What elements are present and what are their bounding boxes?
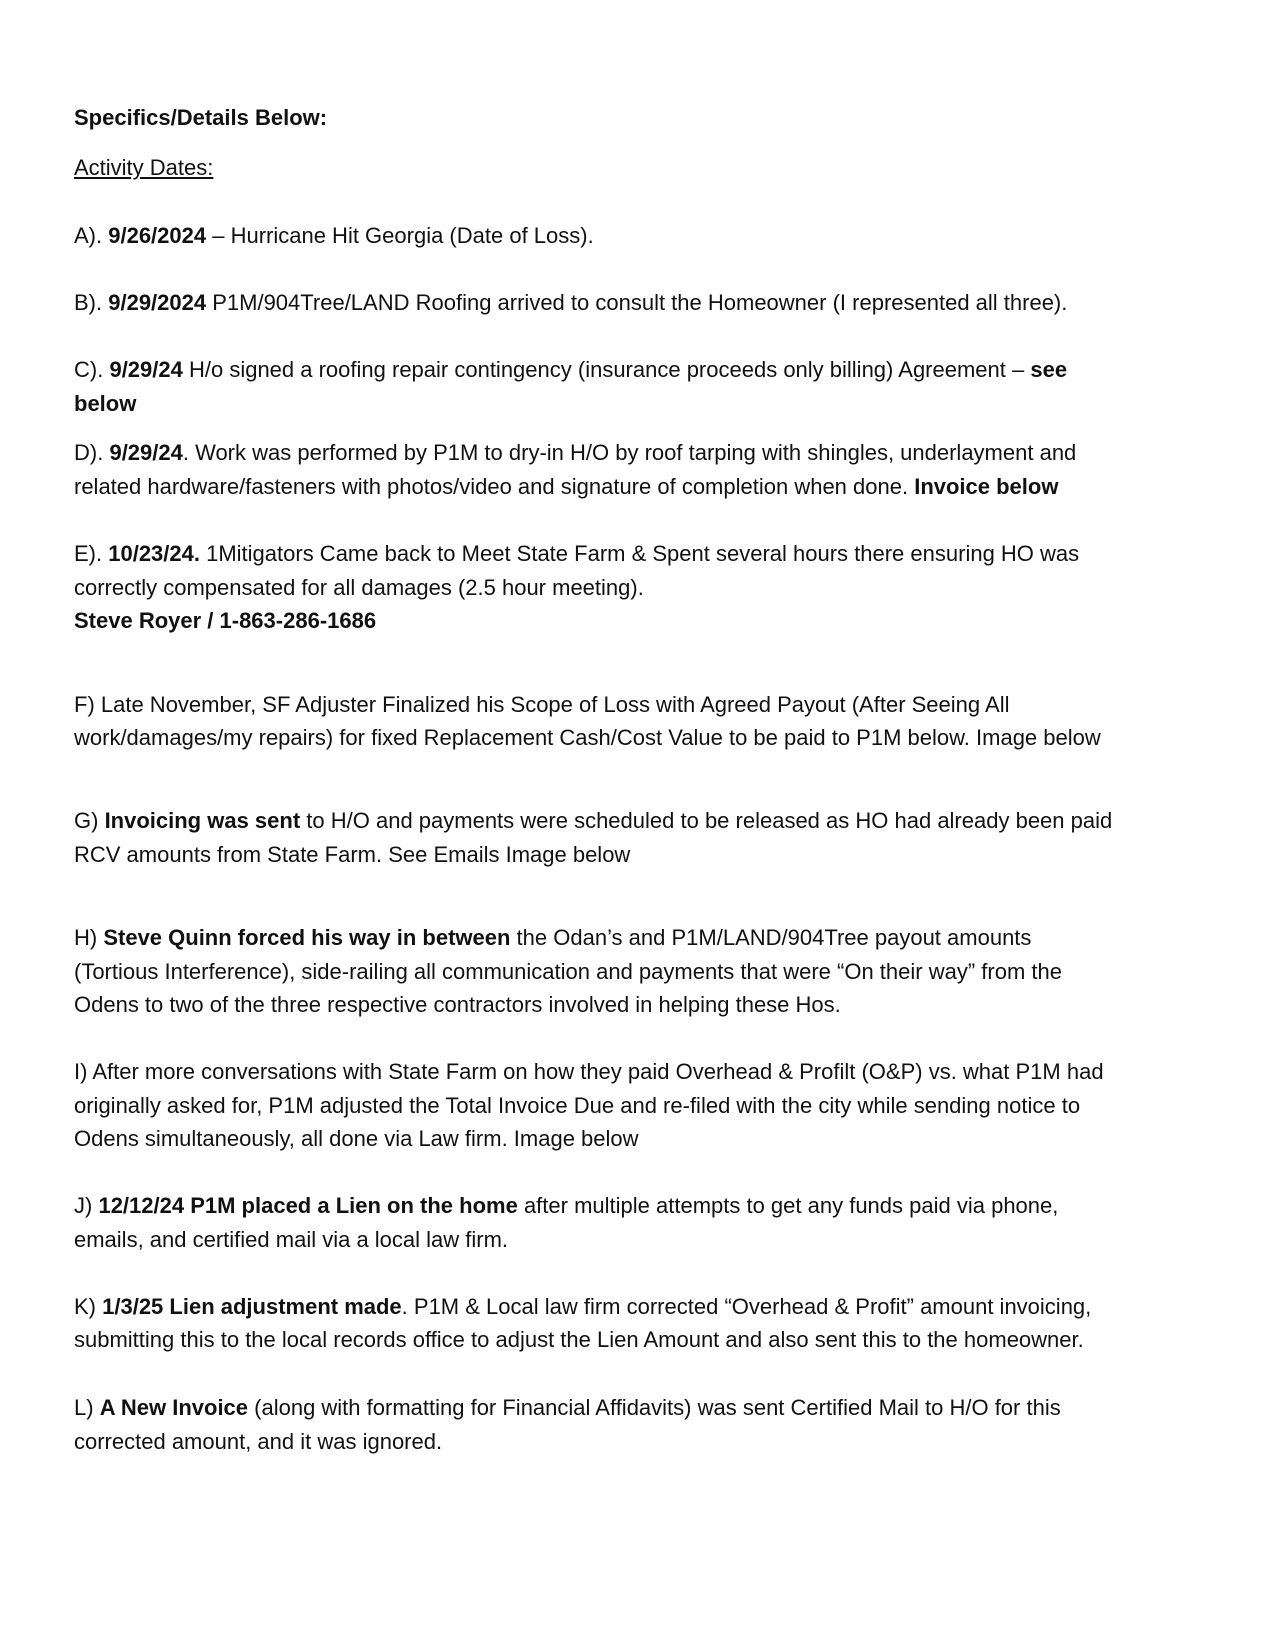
entry-k-line1 <box>74 1293 1091 1321</box>
entry-h-line2: (Tortious Interference), side-railing all communication and payments that were “On their way” from the <box>74 959 1062 984</box>
entry-g-line1 <box>74 807 1112 835</box>
activity-dates-subheading: Activity Dates: <box>74 155 214 180</box>
entry-j-bold: 12/12/24 P1M placed a Lien on the home <box>98 1193 518 1218</box>
entry-g-bold: Invoicing was sent <box>104 808 301 833</box>
entry-l-text1: (along with formatting for Financial Affidavits) was sent Certified Mail to H/O for this <box>248 1395 1061 1420</box>
entry-d-line2 <box>74 473 1058 501</box>
entry-b-date: 9/29/2024 <box>108 290 207 315</box>
entry-d-line1 <box>74 439 1076 467</box>
entry-e-line2: correctly compensated for all damages (2.5 hour meeting). <box>74 575 644 600</box>
entry-d-date: 9/29/24 <box>109 440 183 465</box>
entry-d-text1: . Work was performed by P1M to dry-in H/O by roof tarping with shingles, underlayment and <box>182 440 1077 465</box>
entry-j-text1: after multiple attempts to get any funds paid via phone, <box>517 1193 1059 1218</box>
entry-j-prefix: J) <box>74 1193 99 1218</box>
entry-l-bold: A New Invoice <box>99 1395 249 1420</box>
entry-c-below: below <box>74 391 137 416</box>
entry-c-date: 9/29/24 <box>109 357 183 382</box>
entry-g-text1: to H/O and payments were scheduled to be released as HO had already been paid <box>300 808 1113 833</box>
entry-a-text: – Hurricane Hit Georgia (Date of Loss). <box>206 223 594 248</box>
entry-i-line1: I) After more conversations with State Farm on how they paid Overhead & Profilt (O&P) vs. what P1M had <box>74 1059 1104 1084</box>
entry-l-prefix: L) <box>74 1395 100 1420</box>
entry-d-text2: related hardware/fasteners with photos/video and signature of completion when done. <box>74 474 915 499</box>
entry-f-line1: F) Late November, SF Adjuster Finalized his Scope of Loss with Agreed Payout (After Seeing All <box>74 692 1010 717</box>
entry-e-line1 <box>74 540 1079 568</box>
entry-k-text1: . P1M & Local law firm corrected “Overhead & Profit” amount invoicing, <box>401 1294 1092 1319</box>
entry-h-text1: the Odan’s and P1M/LAND/904Tree payout amounts <box>510 925 1032 950</box>
entry-d-prefix: D). <box>74 440 110 465</box>
entry-e-contact: Steve Royer / 1-863-286-1686 <box>74 608 377 633</box>
entry-a-prefix: A). <box>74 223 109 248</box>
entry-i-line3: Odens simultaneously, all done via Law firm. Image below <box>74 1126 639 1151</box>
entry-h-bold: Steve Quinn forced his way in between <box>103 925 511 950</box>
entry-h-prefix: H) <box>74 925 104 950</box>
entry-a <box>74 222 594 250</box>
entry-c-see: see <box>1030 357 1068 382</box>
entry-j-line2: emails, and certified mail via a local law firm. <box>74 1227 509 1252</box>
entry-l-line1 <box>74 1394 1061 1422</box>
entry-e-prefix: E). <box>74 541 109 566</box>
entry-b-text: P1M/904Tree/LAND Roofing arrived to consult the Homeowner (I represented all three). <box>206 290 1068 315</box>
entry-h-line3: Odens to two of the three respective contractors involved in helping these Hos. <box>74 992 841 1017</box>
section-heading: Specifics/Details Below: <box>74 105 328 130</box>
entry-f-line2: work/damages/my repairs) for fixed Replacement Cash/Cost Value to be paid to P1M below. Image below <box>74 725 1101 750</box>
entry-b <box>74 289 1067 317</box>
entry-k-bold: 1/3/25 Lien adjustment made <box>102 1294 402 1319</box>
entry-a-date: 9/26/2024 <box>108 223 207 248</box>
entry-b-prefix: B). <box>74 290 109 315</box>
entry-d-invoice-below: Invoice below <box>914 474 1059 499</box>
entry-h-line1 <box>74 924 1031 952</box>
entry-c <box>74 356 1067 384</box>
entry-k-line2: submitting this to the local records office to adjust the Lien Amount and also sent this to the homeowner. <box>74 1327 1084 1352</box>
entry-g-prefix: G) <box>74 808 105 833</box>
entry-k-prefix: K) <box>74 1294 103 1319</box>
entry-e-text1: 1Mitigators Came back to Meet State Farm & Spent several hours there ensuring HO was <box>199 541 1080 566</box>
entry-l-line2: corrected amount, and it was ignored. <box>74 1429 443 1454</box>
entry-i-line2: originally asked for, P1M adjusted the Total Invoice Due and re-filed with the city while sending notice to <box>74 1093 1081 1118</box>
entry-c-text: H/o signed a roofing repair contingency (insurance proceeds only billing) Agreement – <box>182 357 1031 382</box>
entry-c-prefix: C). <box>74 357 110 382</box>
entry-e-date: 10/23/24. <box>108 541 200 566</box>
entry-g-line2: RCV amounts from State Farm. See Emails Image below <box>74 842 631 867</box>
entry-j-line1 <box>74 1192 1058 1220</box>
